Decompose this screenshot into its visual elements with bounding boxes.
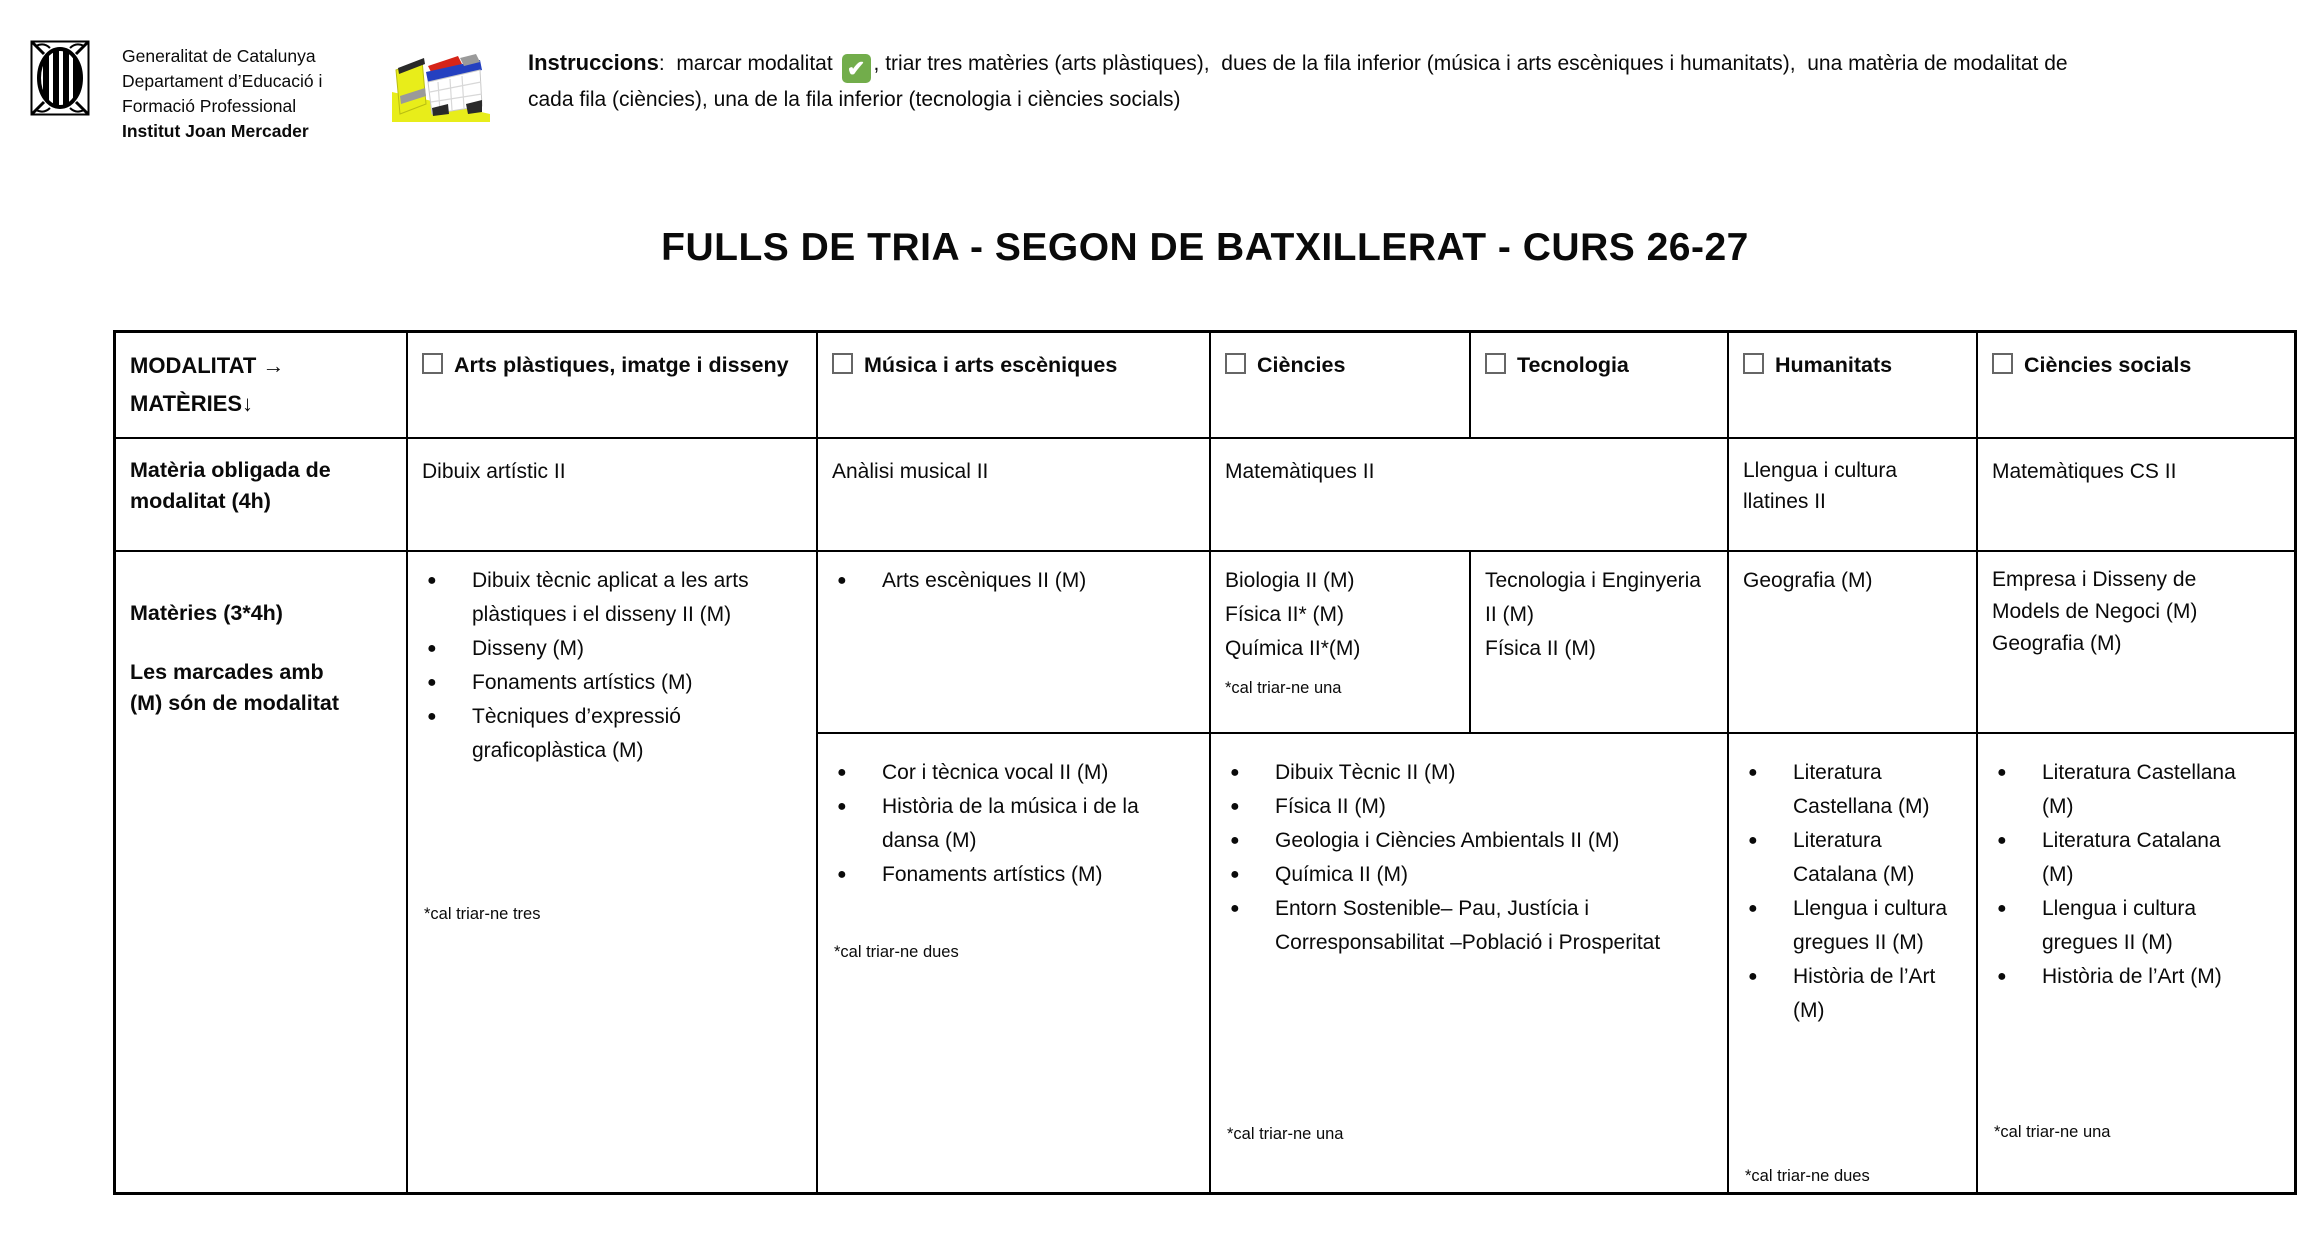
corner-cell [116, 333, 406, 437]
list-item: ● Fonaments artístics (M) [422, 666, 802, 700]
bullet-icon: ● [1997, 900, 2007, 917]
list-item: ● Arts escèniques II (M) [832, 564, 1195, 598]
obligada-musica: Anàlisi musical II [818, 439, 1209, 550]
modalitat-header-arts [408, 333, 816, 437]
obligada-ciencies-tecnologia: Matemàtiques II [1211, 439, 1727, 550]
list-item: ● Història de la música i de la dansa (M) [832, 790, 1195, 858]
materia-line: Física II (M) [1485, 637, 1596, 660]
bullet-icon: ● [1230, 900, 1240, 917]
materies-musica-top-cell [818, 552, 1209, 732]
obligada-socials: Matemàtiques CS II [1978, 439, 2294, 550]
bullet-icon: ● [837, 572, 847, 589]
modalitat-label-tecnologia: Tecnologia [1517, 353, 1629, 377]
school-logo-icon [392, 52, 490, 122]
instructions-pre: : marcar modalitat [658, 52, 839, 75]
modalitat-checkbox-arts[interactable] [422, 353, 443, 374]
obligada-humanitats: Llengua i cultura llatines II [1729, 439, 1976, 550]
footnote-humanitats: *cal triar-ne dues [1745, 1167, 1870, 1185]
bullet-icon: ● [1230, 832, 1240, 849]
instructions-post: , triar tres matèries (arts plàstiques), dues de la fila inferior (música i arts escèniques i humanitats), una matèria de modalitat de cada fila (ciències), una de la fila inferior (tecnologia i ciències socials) [528, 52, 2074, 111]
footnote-ciencies-tecnologia: *cal triar-ne una [1227, 1125, 1344, 1143]
materies-ciencies-tecnologia-bottom-cell [1211, 734, 1727, 1192]
bullet-icon: ● [837, 798, 847, 815]
list-item: ● Llengua i cultura gregues II (M) [1743, 892, 1962, 960]
modalitat-checkbox-socials[interactable] [1992, 353, 2013, 374]
list-item: ● Física II (M) [1225, 790, 1713, 824]
modalitat-label-socials: Ciències socials [2024, 353, 2192, 377]
org-line: Departament d’Educació i [122, 71, 323, 91]
modalitat-label-humanitats: Humanitats [1775, 353, 1893, 377]
materia-line: Geografia (M) [1743, 569, 1873, 592]
obligada-arts: Dibuix artístic II [408, 439, 816, 550]
list-item: ● Llengua i cultura gregues II (M) [1992, 892, 2236, 960]
bullet-icon: ● [1230, 798, 1240, 815]
materia-line: Biologia II (M) [1225, 569, 1355, 592]
list-item: ● Entorn Sostenible– Pau, Justícia i Corresponsabilitat –Població i Prosperitat [1225, 892, 1713, 960]
footnote-arts: *cal triar-ne tres [424, 905, 541, 923]
modalitat-label-ciencies: Ciències [1257, 353, 1346, 377]
materies-socials-top-cell [1978, 552, 2294, 732]
materia-line: Empresa i Disseny de Models de Negoci (M) [1992, 568, 2198, 623]
institute-name: Institut Joan Mercader [122, 121, 309, 141]
org-line: Generalitat de Catalunya [122, 46, 316, 66]
bullet-icon: ● [427, 674, 437, 691]
list-item: ● Literatura Catalana (M) [1743, 824, 1962, 892]
row-label-obligada: Matèria obligada de modalitat (4h) [116, 439, 406, 550]
list-item: ● Disseny (M) [422, 632, 802, 666]
org-text [122, 36, 322, 144]
list-item: ● Química II (M) [1225, 858, 1713, 892]
footnote-musica: *cal triar-ne dues [834, 943, 959, 961]
list-item: ● Fonaments artístics (M) [832, 858, 1195, 892]
materies-humanitats-top-cell [1729, 552, 1976, 732]
bullet-icon: ● [1748, 968, 1758, 985]
list-item: ● Història de l’Art (M) [1743, 960, 1962, 1028]
modalitat-header-ciencies [1211, 333, 1469, 437]
materies-label-line2: Les marcades amb (M) són de modalitat [130, 660, 340, 715]
footnote-socials: *cal triar-ne una [1994, 1123, 2111, 1141]
bullet-icon: ● [427, 572, 437, 589]
bullet-icon: ● [1748, 900, 1758, 917]
row-label-materies [116, 552, 406, 1192]
modalitat-header-musica [818, 333, 1209, 437]
modalitat-checkbox-tecnologia[interactable] [1485, 353, 1506, 374]
bullet-icon: ● [837, 764, 847, 781]
materia-line: Física II* (M) [1225, 603, 1344, 626]
bullet-icon: ● [1997, 832, 2007, 849]
list-item: ● Literatura Castellana (M) [1743, 756, 1962, 824]
bullet-icon: ● [1748, 764, 1758, 781]
materies-tecnologia-top-cell [1471, 552, 1727, 732]
list-item: ● Tècniques d’expressió graficoplàstica (M) [422, 700, 802, 768]
bullet-icon: ● [1997, 764, 2007, 781]
modalitat-checkbox-humanitats[interactable] [1743, 353, 1764, 374]
corner-line1: MODALITAT → [130, 353, 285, 378]
materies-arts-cell [408, 552, 816, 1192]
tria-table [113, 330, 2297, 1195]
modalitat-checkbox-musica[interactable] [832, 353, 853, 374]
modalitat-checkbox-ciencies[interactable] [1225, 353, 1246, 374]
list-item: ● Dibuix Tècnic II (M) [1225, 756, 1713, 790]
bullet-icon: ● [837, 866, 847, 883]
materies-socials-bottom-cell [1978, 734, 2294, 1192]
page-title: FULLS DE TRIA - SEGON DE BATXILLERAT - CURS 26-27 [661, 226, 1749, 269]
materies-musica-bottom-cell [818, 734, 1209, 1192]
org-block [30, 36, 322, 144]
green-check-icon: ✔ [842, 54, 871, 83]
bullet-icon: ● [1230, 764, 1240, 781]
bullet-icon: ● [427, 708, 437, 725]
corner-line2: MATÈRIES↓ [130, 391, 254, 416]
footnote-ciencies-top: *cal triar-ne una [1225, 679, 1342, 697]
list-item: ● Literatura Catalana (M) [1992, 824, 2236, 892]
bullet-icon: ● [1997, 968, 2007, 985]
materies-ciencies-top-cell [1211, 552, 1469, 732]
instructions-label: Instruccions [528, 50, 659, 75]
materia-line: Química II*(M) [1225, 637, 1361, 660]
modalitat-header-socials [1978, 333, 2294, 437]
list-item: ● Cor i tècnica vocal II (M) [832, 756, 1195, 790]
list-item: ● Literatura Castellana (M) [1992, 756, 2236, 824]
materies-humanitats-bottom-cell [1729, 734, 1976, 1192]
bullet-icon: ● [1230, 866, 1240, 883]
list-item: ● Geologia i Ciències Ambientals II (M) [1225, 824, 1713, 858]
modalitat-label-musica: Música i arts escèniques [864, 353, 1118, 377]
bullet-icon: ● [1748, 832, 1758, 849]
org-line: Formació Professional [122, 96, 297, 116]
materies-label-line1: Matèries (3*4h) [130, 601, 283, 625]
bullet-icon: ● [427, 640, 437, 657]
modalitat-label-arts: Arts plàstiques, imatge i disseny [454, 353, 789, 377]
materia-line: Geografia (M) [1992, 632, 2122, 655]
generalitat-coat-of-arms-icon [30, 40, 90, 116]
instructions [528, 46, 2093, 116]
modalitat-header-tecnologia [1471, 333, 1727, 437]
list-item: ● Dibuix tècnic aplicat a les arts plàstiques i el disseny II (M) [422, 564, 802, 632]
materia-line: Tecnologia i Enginyeria II (M) [1485, 569, 1701, 626]
modalitat-header-humanitats [1729, 333, 1976, 437]
list-item: ● Història de l’Art (M) [1992, 960, 2236, 994]
